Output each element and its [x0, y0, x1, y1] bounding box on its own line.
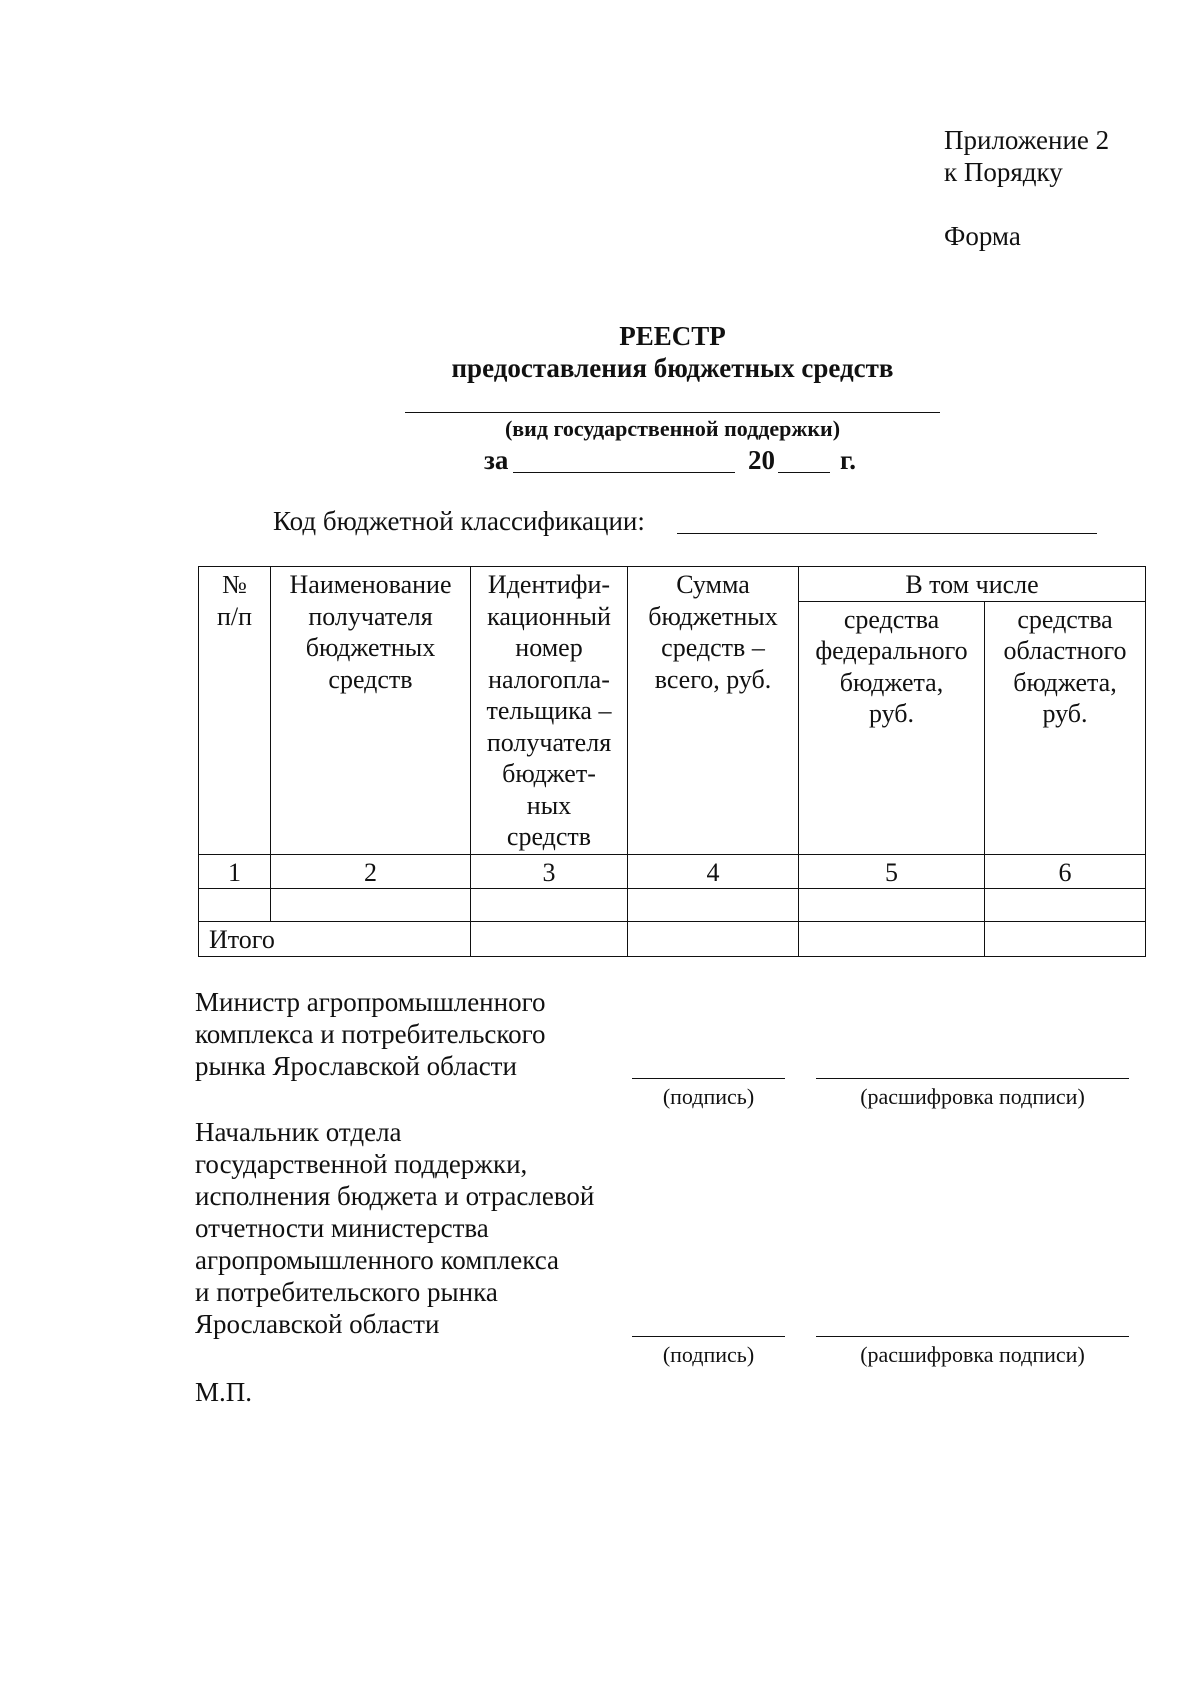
- signature-1-line: [632, 1078, 785, 1079]
- empty-cell: [628, 922, 799, 957]
- total-label: Итого: [199, 922, 471, 957]
- signature-2-decode-caption: (расшифровка подписи): [860, 1342, 1085, 1367]
- signature-1-decode-line: [816, 1078, 1129, 1079]
- budget-code-label: Код бюджетной классификации:: [273, 506, 645, 536]
- header-recipient-name: Наименование получателя бюджетных средств: [271, 567, 471, 855]
- header-total-sum: Сумма бюджетных средств – всего, руб.: [628, 567, 799, 855]
- column-number-cell: 4: [628, 854, 799, 889]
- signature-2-decode-line: [816, 1336, 1129, 1337]
- column-number-cell: 3: [471, 854, 628, 889]
- table-row: [199, 889, 1146, 922]
- empty-cell: [799, 922, 985, 957]
- empty-cell: [471, 889, 628, 922]
- total-row: [199, 922, 1146, 957]
- table-header-row: [199, 567, 1146, 602]
- period-year-prefix: 20: [748, 445, 775, 475]
- empty-cell: [985, 889, 1146, 922]
- column-number-cell: 2: [271, 854, 471, 889]
- register-table: [198, 566, 1146, 957]
- period-prefix: за: [484, 445, 509, 475]
- empty-cell: [199, 889, 271, 922]
- signature-1-decode-caption: (расшифровка подписи): [860, 1084, 1085, 1109]
- header-federal-budget: средства федерального бюджета, руб.: [799, 601, 985, 854]
- stamp-label: М.П.: [195, 1377, 253, 1407]
- header-including-group: В том числе: [799, 567, 1146, 602]
- empty-cell: [799, 889, 985, 922]
- header-num: № п/п: [199, 567, 271, 855]
- signature-2-caption: (подпись): [662, 1342, 755, 1367]
- period-year-blank-line: [778, 472, 830, 473]
- form-label: Форма: [944, 221, 1021, 251]
- empty-cell: [271, 889, 471, 922]
- column-number-row: [199, 854, 1146, 889]
- signatory-1-position: Министр агропромышленного комплекса и потребительского рынка Ярославской области: [195, 987, 546, 1081]
- support-kind-line: [405, 412, 940, 413]
- signature-2-line: [632, 1336, 785, 1337]
- signatory-2-position: Начальник отдела государственной поддержки, исполнения бюджета и отраслевой отчетности министерства агропромышленного комплекса и потребительского рынка Ярославской области: [195, 1117, 595, 1339]
- period-blank-line: [513, 472, 735, 473]
- empty-cell: [471, 922, 628, 957]
- empty-cell: [628, 889, 799, 922]
- column-number-cell: 1: [199, 854, 271, 889]
- appendix-line-2: к Порядку: [944, 157, 1063, 187]
- column-number-cell: 6: [985, 854, 1146, 889]
- header-inn: Идентифи- кационный номер налогопла- тельщика – получателя бюджет- ных средств: [471, 567, 628, 855]
- period-suffix: г.: [840, 445, 856, 475]
- appendix-header: [944, 124, 1109, 188]
- budget-code-blank-line: [677, 533, 1097, 534]
- column-number-cell: 5: [799, 854, 985, 889]
- signature-1-caption: (подпись): [662, 1084, 755, 1109]
- document-title: РЕЕСТР: [619, 321, 726, 351]
- empty-cell: [985, 922, 1146, 957]
- appendix-line-1: Приложение 2: [944, 125, 1110, 155]
- header-regional-budget: средства областного бюджета, руб.: [985, 601, 1146, 854]
- support-kind-caption: (вид государственной поддержки): [504, 416, 841, 441]
- document-subtitle: предоставления бюджетных средств: [451, 353, 894, 383]
